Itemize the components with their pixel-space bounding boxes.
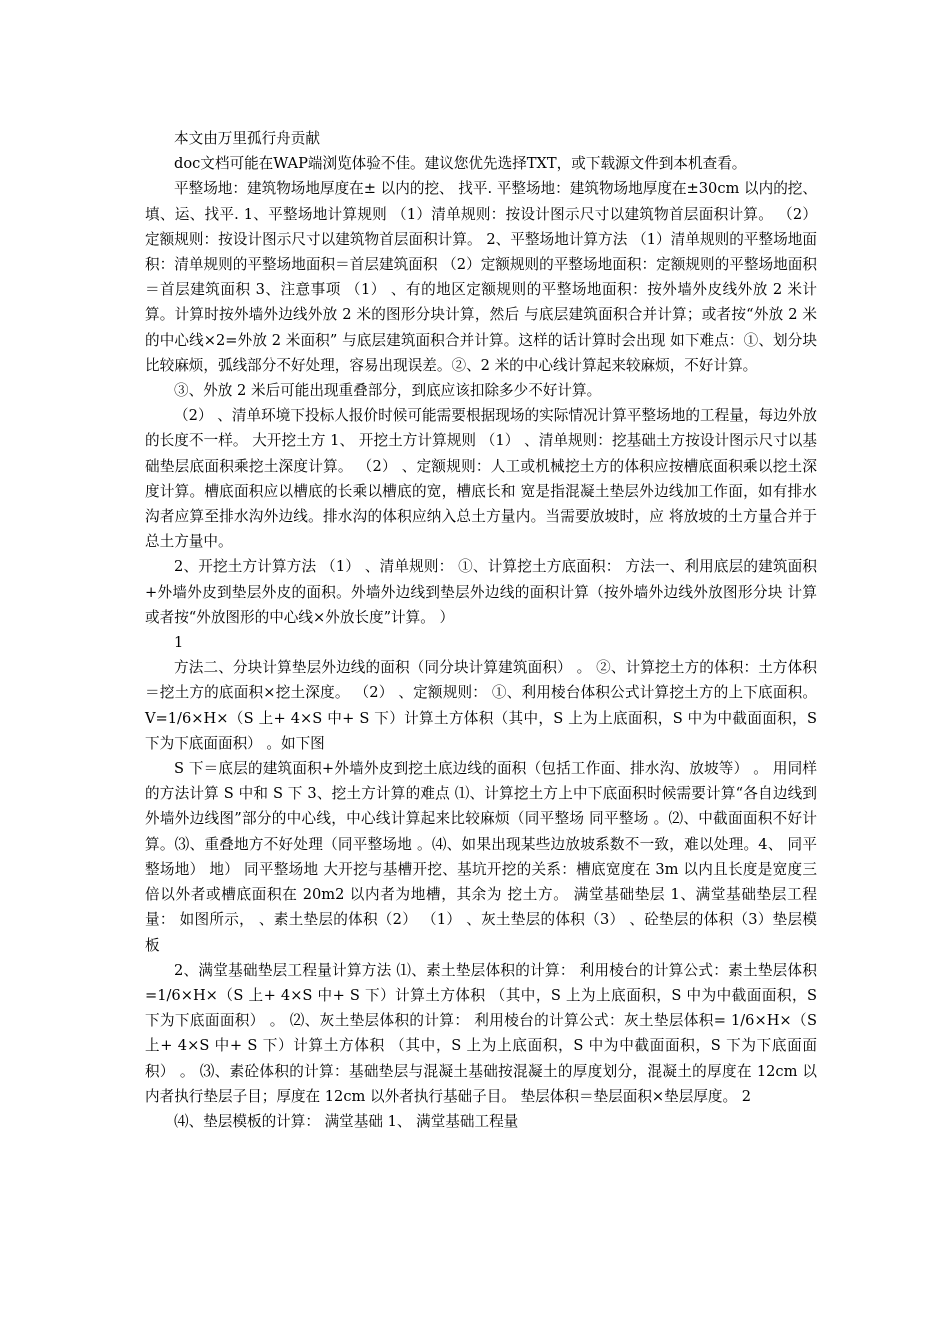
page-number: 1 xyxy=(174,634,184,652)
paragraph-excavation-rules: （2） 、清单环境下投标人报价时候可能需要根据现场的实际情况计算平整场地的工程量，每边外放的长度不一样。 大开挖土方 1、 开挖土方计算规则 （1） 、清单规则：挖基础土方按设计图示尺寸以基础垫层底面积乘挖土深度计算。 （2） 、定额规则：人工或机械挖土方的体积应按槽底面积乘以挖土深度计算。槽底面积应以槽底的长乘以槽底的宽，槽底长和 宽是指混凝土垫层外边线加工作面，如有排水沟者应算至排水沟外边线。排水沟的体积应纳入总土方量内。当需要放坡时，应 将放坡的土方量合并于总土方量中。 xyxy=(145,407,817,551)
paragraph-method-two: 方法二、分块计算垫层外边线的面积（同分块计算建筑面积） 。 ②、计算挖土方的体积：土方体积＝挖土方的底面积×挖土深度。 （2） 、定额规则： ①、利用棱台体积公式计算挖土方的上下底面积。 V=1/6×H×（S 上+ 4×S 中+ S 下）计算土方体积（其中，S 上为上底面积，S 中为中截面面积，S 下为下底面面积） 。如下图 xyxy=(145,659,817,752)
paragraph-cushion-formwork: ⑷、垫层模板的计算： 满堂基础 1、 满堂基础工程量 xyxy=(174,1112,519,1130)
paragraph-excavation-difficulties: S 下＝底层的建筑面积+外墙外皮到挖土底边线的面积（包括工作面、排水沟、放坡等） 。 用同样的方法计算 S 中和 S 下 3、挖土方计算的难点 ⑴、计算挖土方上中下底面积时候需要计算“各自边线到外墙外边线图”部分的中心线，中心线计算起来比较麻烦（同平整场 同平整场 。⑵、中截面面积不好计算。⑶、重叠地方不好处理（同平整场地 。⑷、如果出现某些边放坡系数不一致，难以处理。4、 同平整场地） 地） 同平整场地 大开挖与基槽开挖、基坑开挖的关系：槽底宽度在 3m 以内且长度是宽度三倍以外者或槽底面积在 20m2 以内者为地槽，其余为 挖土方。 满堂基础垫层 1、满堂基础垫层工程量： 如图所示， 、素土垫层的体积（2） （1） 、灰土垫层的体积（3） 、砼垫层的体积（3）垫层模板 xyxy=(145,760,817,954)
doc-notice: doc文档可能在WAP端浏览体验不佳。建议您优先选择TXT，或下载源文件到本机查看。 xyxy=(174,155,747,173)
paragraph-overlap-note: ③、外放 2 米后可能出现重叠部分，到底应该扣除多少不好计算。 xyxy=(174,382,602,400)
paragraph-cushion-methods: 2、满堂基础垫层工程量计算方法 ⑴、素土垫层体积的计算： 利用棱台的计算公式：素土垫层体积=1/6×H×（S 上+ 4×S 中+ S 下）计算土方体积 （其中，S 上为上底面积，S 中为中截面面积，S 下为下底面面积） 。 ⑵、灰土垫层体积的计算： 利用棱台的计算公式：灰土垫层体积= 1/6×H×（S 上+ 4×S 中+ S 下）计算土方体积 （其中，S 上为上底面积，S 中为中截面面积，S 下为下底面面积） 。 ⑶、素砼体积的计算：基础垫层与混凝土基础按混凝土的厚度划分，混凝土的厚度在 12cm 以内者执行垫层子目；厚度在 12cm 以外者执行基础子目。 垫层体积＝垫层面积×垫层厚度。 2 xyxy=(145,961,817,1105)
contributor-line: 本文由万里孤行舟贡献 xyxy=(174,130,320,147)
paragraph-site-leveling: 平整场地：建筑物场地厚度在± 以内的挖、 找平. 平整场地：建筑物场地厚度在±30cm 以内的挖、填、运、找平. 1、平整场地计算规则 （1）清单规则：按设计图示尺寸以建筑物首层面积计算。 （2）定额规则：按设计图示尺寸以建筑物首层面积计算。 2、平整场地计算方法 （1）清单规则的平整场地面积：清单规则的平整场地面积＝首层建筑面积 （2）定额规则的平整场地面积：定额规则的平整场地面积＝首层建筑面积 3、注意事项 （1） 、有的地区定额规则的平整场地面积：按外墙外皮线外放 2 米计算。计算时按外墙外边线外放 2 米的图形分块计算，然后 与底层建筑面积合并计算；或者按“外放 2 米的中心线×2=外放 2 米面积” 与底层建筑面积合并计算。这样的话计算时会出现 如下难点：①、划分块比较麻烦，弧线部分不好处理，容易出现误差。②、2 米的中心线计算起来较麻烦，不好计算。 xyxy=(145,180,817,374)
paragraph-excavation-method: 2、开挖土方计算方法 （1） 、清单规则： ①、计算挖土方底面积： 方法一、利用底层的建筑面积+外墙外皮到垫层外皮的面积。外墙外边线到垫层外边线的面积计算（按外墙外边线外放图形分块 计算或者按“外放图形的中心线×外放长度”计算。 ） xyxy=(145,558,817,626)
document-body xyxy=(145,126,817,1134)
